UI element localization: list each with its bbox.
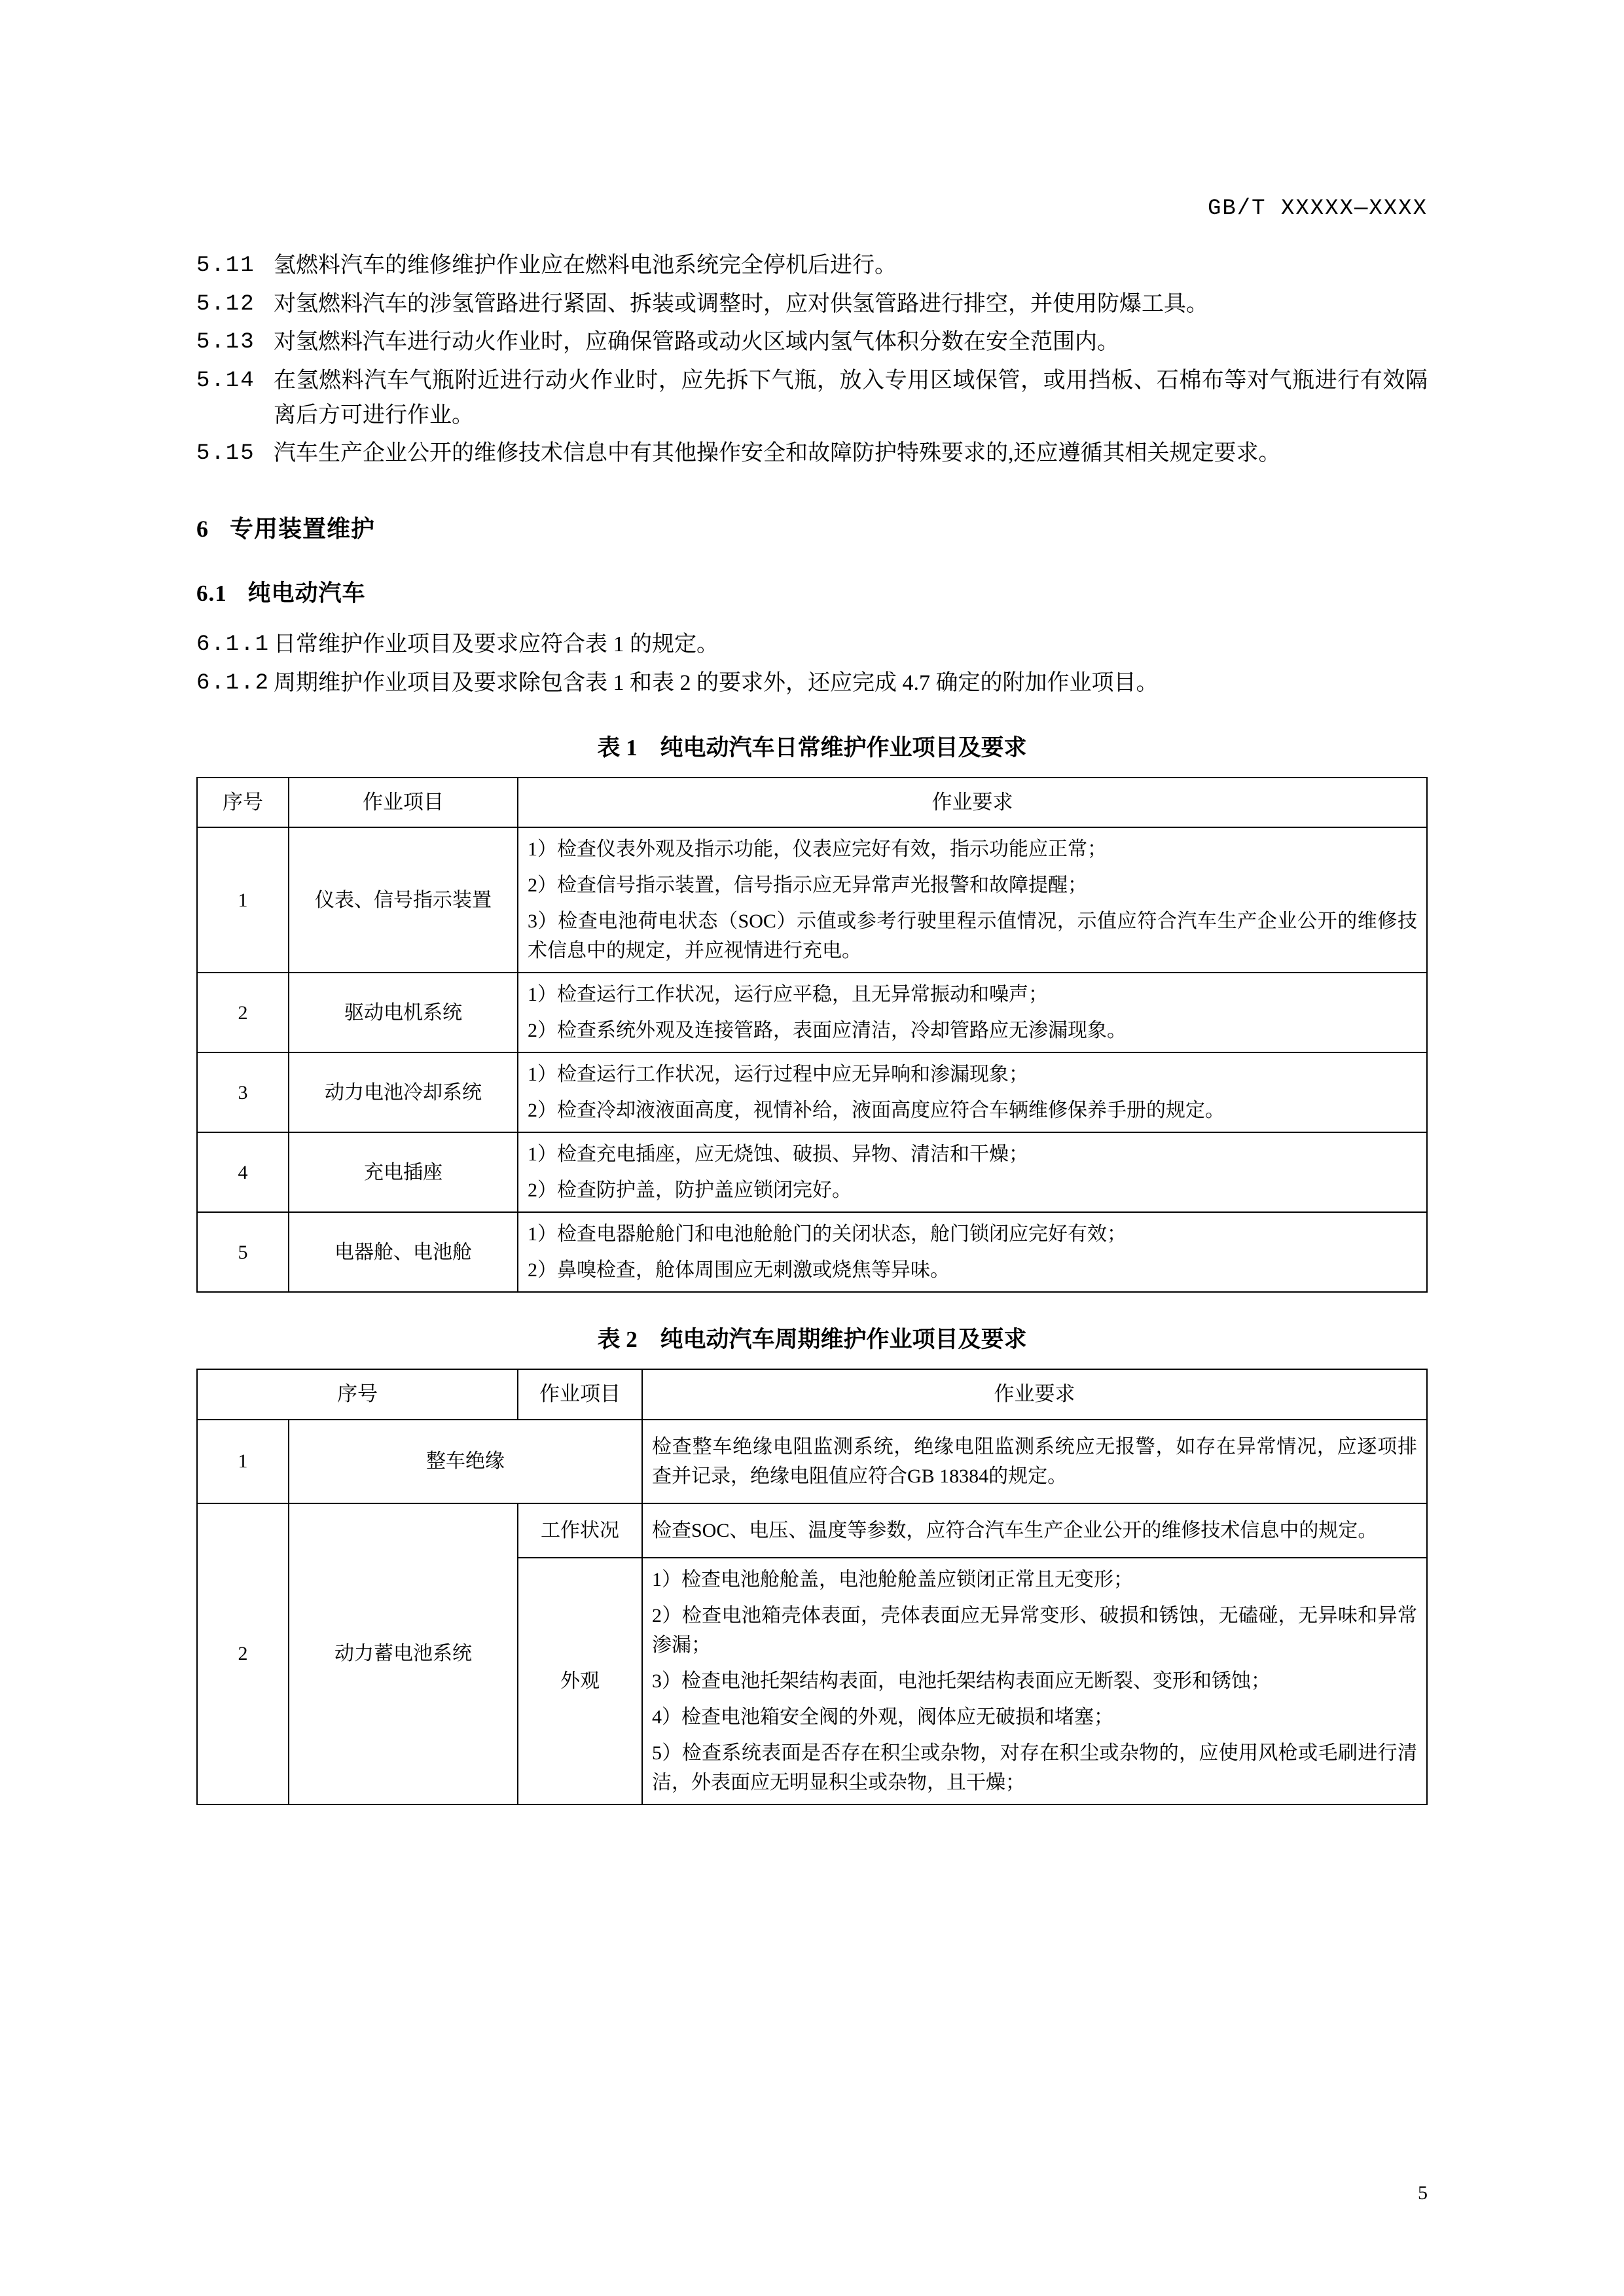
clause-5-13 — [196, 325, 1428, 360]
table-row — [197, 1132, 1427, 1212]
table-2-caption — [196, 1321, 1428, 1354]
page-content — [196, 249, 1428, 1805]
row-index: 2 — [197, 1503, 289, 1804]
table-1-title: 纯电动汽车日常维护作业项目及要求 — [660, 734, 1027, 761]
col-header-requirement: 作业要求 — [518, 778, 1427, 828]
col-header-requirement: 作业要求 — [642, 1369, 1427, 1420]
clause-number: 5.13 — [196, 330, 255, 355]
req-line: 1）检查运行工作状况，运行过程中应无异响和渗漏现象； — [528, 1064, 1028, 1085]
row-item: 电器舱、电池舱 — [289, 1212, 518, 1292]
row-requirement — [518, 1052, 1427, 1132]
clause-text: 日常维护作业项目及要求应符合表 1 的规定。 — [274, 632, 719, 657]
req-line: 4）检查电池箱安全阀的外观，阀体应无破损和堵塞； — [652, 1706, 1113, 1728]
req-line: 1）检查运行工作状况，运行应平稳，且无异常振动和噪声； — [528, 984, 1048, 1005]
table-row — [197, 1212, 1427, 1292]
clause-number: 5.15 — [196, 441, 255, 467]
row-requirement — [642, 1503, 1427, 1558]
req-line: 2）检查防护盖，防护盖应锁闭完好。 — [528, 1179, 852, 1201]
clause-6-1-2 — [196, 666, 1428, 701]
table-1-caption — [196, 730, 1428, 762]
req-line: 检查整车绝缘电阻监测系统，绝缘电阻监测系统应无报警，如存在异常情况，应逐项排查并记录，绝缘电阻值应符合GB 18384的规定。 — [652, 1435, 1417, 1487]
clause-number: 6.1.2 — [196, 670, 270, 696]
clause-6-1-1 — [196, 628, 1428, 662]
clause-text: 对氢燃料汽车进行动火作业时，应确保管路或动火区域内氢气体积分数在安全范围内。 — [274, 330, 1119, 355]
section-number: 6 — [196, 516, 209, 543]
table-row — [197, 1052, 1427, 1132]
section-heading-6 — [196, 511, 1428, 544]
table-2-title: 纯电动汽车周期维护作业项目及要求 — [660, 1327, 1027, 1352]
clause-number: 5.14 — [196, 368, 255, 394]
req-line: 2）检查系统外观及连接管路，表面应清洁，冷却管路应无渗漏现象。 — [528, 1020, 1127, 1041]
req-line: 1）检查电池舱舱盖，电池舱舱盖应锁闭正常且无变形； — [652, 1568, 1133, 1590]
clause-number: 5.12 — [196, 291, 255, 317]
table-1-label: 表 1 — [597, 734, 638, 761]
table-2-label: 表 2 — [597, 1327, 638, 1352]
table-header-row — [197, 778, 1427, 828]
row-index: 4 — [197, 1132, 289, 1212]
row-item: 仪表、信号指示装置 — [289, 827, 518, 973]
req-line: 2）检查信号指示装置，信号指示应无异常声光报警和故障提醒； — [528, 874, 1087, 896]
row-requirement — [518, 1132, 1427, 1212]
clause-text: 对氢燃料汽车的涉氢管路进行紧固、拆装或调整时，应对供氢管路进行排空，并使用防爆工具。 — [274, 291, 1208, 316]
row-requirement — [642, 1558, 1427, 1804]
row-index: 5 — [197, 1212, 289, 1292]
clause-text: 氢燃料汽车的维修维护作业应在燃料电池系统完全停机后进行。 — [274, 253, 897, 278]
col-header-index: 序号 — [197, 778, 289, 828]
req-line: 1）检查电器舱舱门和电池舱舱门的关闭状态，舱门锁闭应完好有效； — [528, 1223, 1127, 1245]
clause-5-14 — [196, 364, 1428, 433]
subsection-title: 纯电动汽车 — [247, 581, 366, 607]
req-line: 5）检查系统表面是否存在积尘或杂物，对存在积尘或杂物的，应使用风枪或毛刷进行清洁，外表面应无明显积尘或杂物，且干燥； — [652, 1742, 1417, 1793]
page-number: 5 — [1418, 2182, 1428, 2204]
table-row — [197, 827, 1427, 973]
section-title: 专用装置维护 — [230, 516, 376, 543]
section-heading-6-1 — [196, 575, 1428, 608]
subsection-number: 6.1 — [196, 581, 227, 607]
req-line: 2）鼻嗅检查，舱体周围应无刺激或烧焦等异味。 — [528, 1259, 950, 1281]
table-row — [197, 973, 1427, 1052]
req-line: 2）检查电池箱壳体表面，壳体表面应无异常变形、破损和锈蚀，无磕碰，无异味和异常渗漏； — [652, 1604, 1417, 1656]
row-item: 动力蓄电池系统 — [289, 1503, 518, 1804]
clause-5-15 — [196, 437, 1428, 471]
clause-5-12 — [196, 287, 1428, 322]
row-item: 整车绝缘 — [289, 1420, 642, 1503]
page-header: GB/T XXXXX—XXXX — [1207, 196, 1428, 221]
clause-number: 6.1.1 — [196, 632, 270, 658]
row-requirement — [518, 973, 1427, 1052]
col-header-index: 序号 — [197, 1369, 518, 1420]
row-index: 2 — [197, 973, 289, 1052]
row-index: 1 — [197, 1420, 289, 1503]
clause-text: 汽车生产企业公开的维修技术信息中有其他操作安全和故障防护特殊要求的,还应遵循其相关规定要求。 — [274, 441, 1281, 466]
clause-number: 5.11 — [196, 253, 255, 278]
req-line: 3）检查电池托架结构表面，电池托架结构表面应无断裂、变形和锈蚀； — [652, 1670, 1271, 1692]
row-subitem-working-state: 工作状况 — [518, 1503, 642, 1558]
table-row — [197, 1420, 1427, 1503]
row-item: 动力电池冷却系统 — [289, 1052, 518, 1132]
row-requirement — [642, 1420, 1427, 1503]
row-requirement — [518, 1212, 1427, 1292]
col-header-item: 作业项目 — [289, 778, 518, 828]
req-line: 3）检查电池荷电状态（SOC）示值或参考行驶里程示值情况，示值应符合汽车生产企业公开的维修技术信息中的规定，并应视情进行充电。 — [528, 910, 1417, 961]
table-daily-maintenance — [196, 777, 1428, 1293]
table-row — [197, 1503, 1427, 1558]
table-header-row — [197, 1369, 1427, 1420]
row-item: 驱动电机系统 — [289, 973, 518, 1052]
req-line: 2）检查冷却液液面高度，视情补给，液面高度应符合车辆维修保养手册的规定。 — [528, 1100, 1225, 1121]
req-line: 1）检查仪表外观及指示功能，仪表应完好有效，指示功能应正常； — [528, 838, 1107, 860]
clause-5-11 — [196, 249, 1428, 283]
table-periodic-maintenance — [196, 1369, 1428, 1805]
row-item: 充电插座 — [289, 1132, 518, 1212]
clause-text: 在氢燃料汽车气瓶附近进行动火作业时，应先拆下气瓶，放入专用区域保管，或用挡板、石棉布等对气瓶进行有效隔离后方可进行作业。 — [274, 368, 1428, 427]
col-header-item: 作业项目 — [518, 1369, 642, 1420]
req-line: 检查SOC、电压、温度等参数，应符合汽车生产企业公开的维修技术信息中的规定。 — [652, 1519, 1378, 1541]
row-index: 1 — [197, 827, 289, 973]
row-subitem-appearance: 外观 — [518, 1558, 642, 1804]
row-index: 3 — [197, 1052, 289, 1132]
req-line: 1）检查充电插座，应无烧蚀、破损、异物、清洁和干燥； — [528, 1143, 1028, 1165]
clause-text: 周期维护作业项目及要求除包含表 1 和表 2 的要求外，还应完成 4.7 确定的附加作业项目。 — [274, 670, 1159, 695]
row-requirement — [518, 827, 1427, 973]
